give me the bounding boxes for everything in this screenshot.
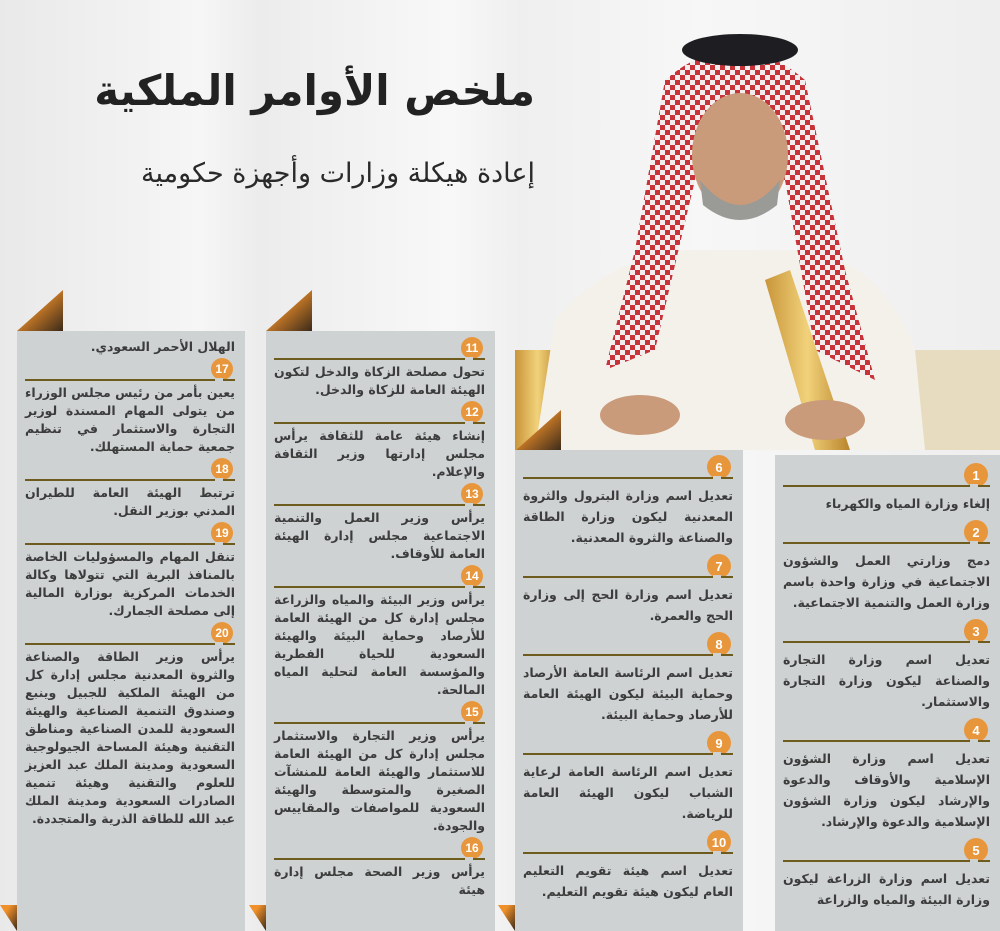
divider: [523, 753, 733, 755]
divider: [25, 643, 235, 645]
order-number-badge: 6: [707, 455, 731, 479]
order-item: [274, 701, 485, 837]
order-text: تعديل اسم وزارة الزراعة ليكون وزارة البيئة والمياه والزراعة: [783, 871, 990, 907]
order-number-badge: 4: [964, 718, 988, 742]
order-text: تعديل اسم وزارة الحج إلى وزارة الحج والعمرة.: [523, 587, 733, 623]
order-item: [523, 630, 733, 729]
order-text: يرأس وزير البيئة والمياه والزراعة مجلس إدارة كل من الهيئة العامة للأرصاد وحماية البيئة والهيئة السعودية للحياة الفطرية والمؤسسة العامة لتحلية المياه المالحة.: [274, 592, 485, 697]
order-item: [783, 461, 990, 518]
order-number-badge: 2: [964, 520, 988, 544]
orders-column-2: [515, 450, 743, 931]
order-number-badge: 10: [707, 830, 731, 854]
order-text: إنشاء هيئة عامة للثقافة يرأس مجلس إدارتها وزير الثقافة والإعلام.: [274, 428, 485, 479]
page-subtitle: إعادة هيكلة وزارات وأجهزة حكومية: [141, 158, 535, 189]
order-text: تعديل اسم الرئاسة العامة الأرصاد وحماية البيئة ليكون الهيئة العامة للأرصاد وحماية البيئة.: [523, 665, 733, 722]
order-item: [523, 453, 733, 552]
order-item: [25, 358, 235, 458]
orders-column-3: [266, 331, 495, 931]
order-text: إلغاء وزارة المياه والكهرباء: [825, 496, 990, 511]
order-text: تحول مصلحة الزكاة والدخل لتكون الهيئة العامة للزكاة والدخل.: [274, 364, 485, 397]
order-number-badge: 8: [707, 632, 731, 656]
order-number-badge: 16: [461, 837, 483, 859]
divider: [274, 358, 485, 360]
order-number-badge: 13: [461, 483, 483, 505]
order-item: [523, 552, 733, 630]
orders-column-4: [17, 331, 245, 931]
order-text: تنقل المهام والمسؤوليات الخاصة بالمنافذ البرية التي تتولاها وكالة الخدمات المركزية بوزارة المالية إلى مصلحة الجمارك.: [25, 549, 235, 618]
divider: [274, 722, 485, 724]
order-text: تعديل اسم وزارة البترول والثروة المعدنية ليكون وزارة الطاقة والصناعة والثروة المعدنية.: [523, 488, 733, 545]
order-text-continuation: الهلال الأحمر السعودي.: [90, 339, 235, 354]
order-number-badge: 18: [211, 458, 233, 480]
order-text: تعديل اسم هيئة تقويم التعليم العام ليكون هيئة تقويم التعليم.: [523, 863, 733, 899]
divider: [274, 504, 485, 506]
order-item: [523, 828, 733, 906]
order-item: [25, 522, 235, 622]
orange-corner-tab: [0, 905, 17, 931]
order-item: [783, 716, 990, 836]
divider: [783, 485, 990, 487]
orange-corner-tab: [498, 905, 515, 931]
divider: [274, 858, 485, 860]
orange-corner-tab: [515, 410, 561, 451]
order-number-badge: 14: [461, 565, 483, 587]
king-portrait-photo: [515, 20, 1000, 450]
order-number-badge: 20: [211, 622, 233, 644]
order-number-badge: 19: [211, 522, 233, 544]
divider: [25, 379, 235, 381]
divider: [25, 479, 235, 481]
divider: [25, 543, 235, 545]
order-number-badge: 3: [964, 619, 988, 643]
divider: [523, 576, 733, 578]
order-text: يرأس وزير العمل والتنمية الاجتماعية مجلس إدارة الهيئة العامة للأوقاف.: [274, 510, 485, 561]
orange-corner-tab: [266, 290, 312, 331]
order-text: تعديل اسم وزارة الشؤون الإسلامية والأوقاف والدعوة والإرشاد ليكون وزارة الشؤون الإسلامية والدعوة والإرشاد.: [783, 751, 990, 829]
order-number-badge: 15: [461, 701, 483, 723]
order-text: دمج وزارتي العمل والشؤون الاجتماعية في وزارة واحدة باسم وزارة العمل والتنمية الاجتماعية.: [783, 553, 990, 610]
order-text: يرأس وزير التجارة والاستثمار مجلس إدارة كل من الهيئة العامة للاستثمار والهيئة العامة للمنشآت الصغيرة والمتوسطة والهيئة السعودية للمواصفات والمقاييس والجودة.: [274, 728, 485, 833]
order-text: يرأس وزير الطاقة والصناعة والثروة المعدنية مجلس إدارة كل من الهيئة الملكية للجبيل وينبع وصندوق التنمية الصناعية والهيئة السعودية للمدن الصناعية ومناطق التقنية وهيئة المساحة الجيولوجية السعودية ومدينة الملك عبد العزيز للعلوم والتقنية وهيئة تنمية الصادرات السعودية ومدينة الملك عبد الله للطاقة الذرية والمتجددة.: [25, 649, 235, 826]
divider: [523, 852, 733, 854]
divider: [274, 586, 485, 588]
order-item: [274, 401, 485, 483]
divider: [523, 477, 733, 479]
order-number-badge: 1: [964, 463, 988, 487]
divider: [274, 422, 485, 424]
divider: [783, 740, 990, 742]
order-text: تعديل اسم الرئاسة العامة لرعاية الشباب ليكون الهيئة العامة للرياضة.: [523, 764, 733, 821]
orange-corner-tab: [17, 290, 63, 331]
order-text: يرأس وزير الصحة مجلس إدارة هيئة: [274, 864, 485, 897]
order-item: [783, 836, 990, 914]
order-text: ترتبط الهيئة العامة للطيران المدني بوزير النقل.: [25, 485, 235, 518]
divider: [783, 542, 990, 544]
page-title: ملخص الأوامر الملكية: [94, 66, 535, 115]
order-text: يعين بأمر من رئيس مجلس الوزراء من يتولى المهام المسندة لوزير التجارة والاستثمار في تنظيم جمعية حماية المستهلك.: [25, 385, 235, 454]
order-number-badge: 5: [964, 838, 988, 862]
divider: [783, 641, 990, 643]
divider: [783, 860, 990, 862]
order-item: [783, 518, 990, 617]
order-number-badge: 9: [707, 731, 731, 755]
order-text: تعديل اسم وزارة التجارة والصناعة ليكون وزارة التجارة والاستثمار.: [783, 652, 990, 709]
order-item: [783, 617, 990, 716]
order-number-badge: 12: [461, 401, 483, 423]
order-number-badge: 7: [707, 554, 731, 578]
order-item: [274, 837, 485, 901]
order-item: [523, 729, 733, 828]
order-item: [25, 622, 235, 830]
order-number-badge: 17: [211, 358, 233, 380]
order-item: [274, 565, 485, 701]
order-item: [274, 483, 485, 565]
order-item: [274, 337, 485, 401]
order-number-badge: 11: [461, 337, 483, 359]
order-item: [25, 458, 235, 522]
orange-corner-tab: [249, 905, 266, 931]
divider: [523, 654, 733, 656]
orders-column-1: [775, 455, 1000, 931]
